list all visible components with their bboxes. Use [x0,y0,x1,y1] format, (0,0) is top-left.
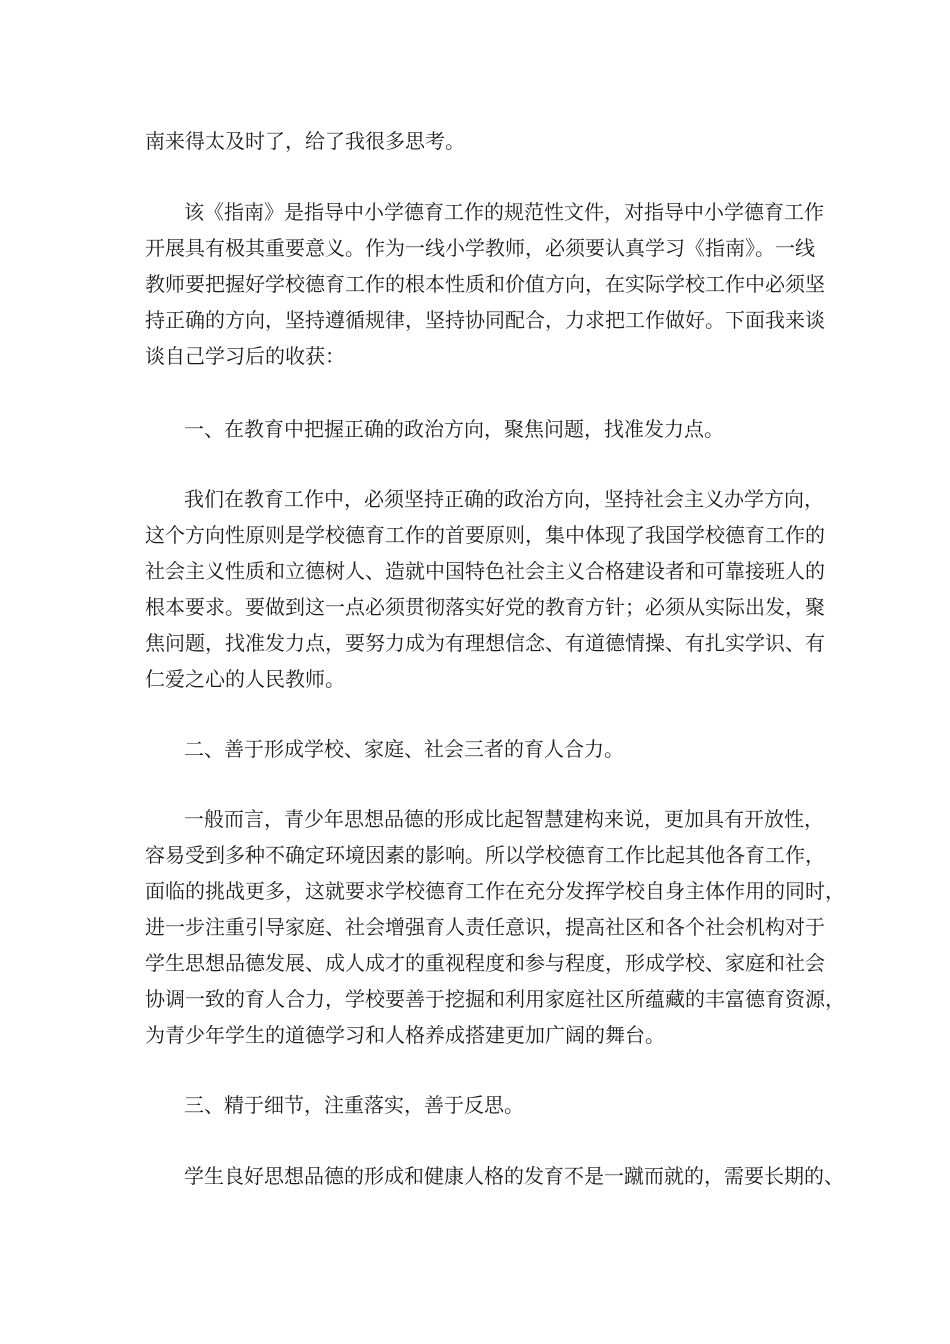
text-line: 持正确的方向，坚持遵循规律，坚持协同配合，力求把工作做好。下面我来谈 [145,308,825,332]
text-line: 为青少年学生的道德学习和人格养成搭建更加广阔的舞台。 [145,1023,665,1047]
text-line: 面临的挑战更多，这就要求学校德育工作在充分发挥学校自身主体作用的同时， [145,879,845,903]
text-line: 一般而言，青少年思想品德的形成比起智慧建构来说，更加具有开放性， [184,807,824,831]
text-line: 进一步注重引导家庭、社会增强育人责任意识，提高社区和各个社会机构对于 [145,915,825,939]
text-line: 容易受到多种不确定环境因素的影响。所以学校德育工作比起其他各育工作， [145,843,825,867]
section-heading: 二、善于形成学校、家庭、社会三者的育人合力。 [184,737,624,761]
text-line: 我们在教育工作中，必须坚持正确的政治方向，坚持社会主义办学方向， [184,487,824,511]
section-heading: 三、精于细节，注重落实，善于反思。 [184,1093,524,1117]
section-heading: 一、在教育中把握正确的政治方向，聚焦问题，找准发力点。 [184,417,724,441]
text-line: 南来得太及时了，给了我很多思考。 [145,129,465,153]
text-line: 该《指南》是指导中小学德育工作的规范性文件，对指导中小学德育工作 [184,200,824,224]
text-line: 开展具有极其重要意义。作为一线小学教师，必须要认真学习《指南》。一线 [145,236,815,260]
text-line: 根本要求。要做到这一点必须贯彻落实好党的教育方针；必须从实际出发，聚 [145,595,825,619]
text-line: 谈自己学习后的收获： [145,344,345,368]
text-line: 这个方向性原则是学校德育工作的首要原则，集中体现了我国学校德育工作的 [145,523,825,547]
text-line: 社会主义性质和立德树人、造就中国特色社会主义合格建设者和可靠接班人的 [145,559,825,583]
text-line: 学生思想品德发展、成人成才的重视程度和参与程度，形成学校、家庭和社会 [145,951,825,975]
text-line: 教师要把握好学校德育工作的根本性质和价值方向，在实际学校工作中必须坚 [145,272,825,296]
text-line: 焦问题，找准发力点，要努力成为有理想信念、有道德情操、有扎实学识、有 [145,631,825,655]
text-line: 仁爱之心的人民教师。 [145,667,345,691]
text-line: 学生良好思想品德的形成和健康人格的发育不是一蹴而就的，需要长期的、 [184,1164,844,1188]
text-line: 协调一致的育人合力，学校要善于挖掘和利用家庭社区所蕴藏的丰富德育资源， [145,987,845,1011]
